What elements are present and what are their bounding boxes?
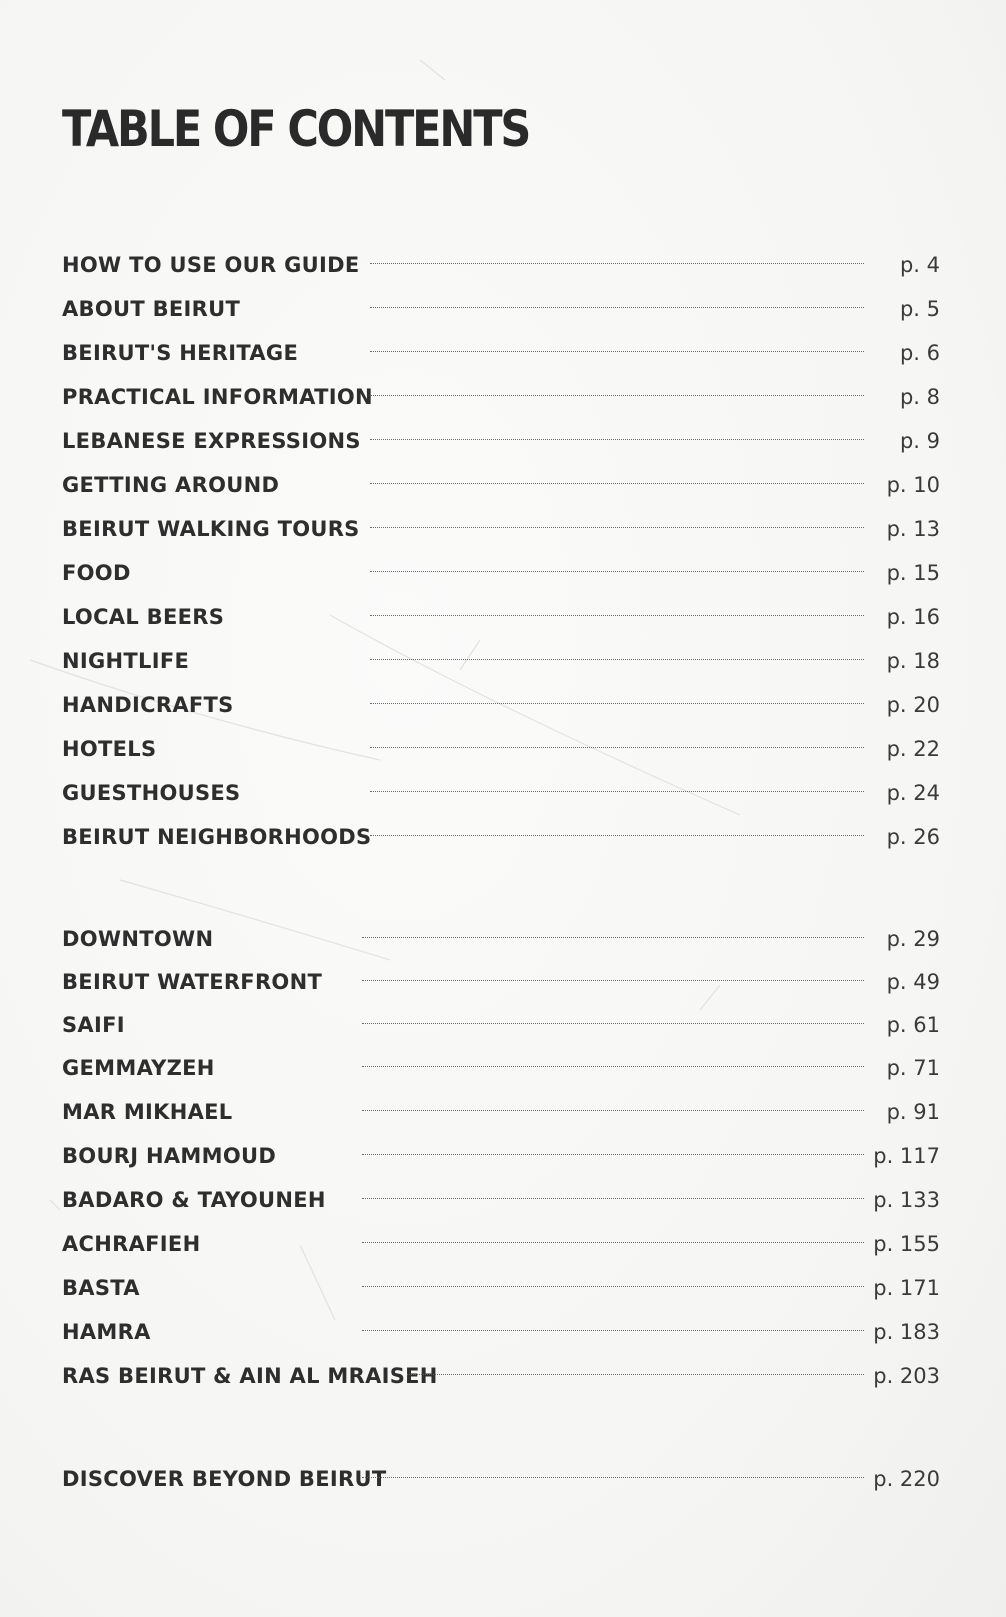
toc-entry-label: DOWNTOWN (62, 927, 214, 951)
toc-entry[interactable] (62, 778, 940, 808)
toc-entry-page: p. 15 (886, 561, 940, 585)
toc-entry-page: p. 220 (873, 1467, 940, 1491)
dot-leader (370, 835, 864, 836)
dot-leader (370, 483, 864, 484)
toc-entry[interactable] (62, 470, 940, 500)
toc-entry[interactable] (62, 690, 940, 720)
dot-leader (362, 1023, 864, 1024)
toc-entry[interactable] (62, 1010, 940, 1040)
toc-entry[interactable] (62, 1053, 940, 1083)
toc-entry-page: p. 117 (873, 1144, 940, 1168)
toc-entry[interactable] (62, 822, 940, 852)
toc-entry-page: p. 26 (886, 825, 940, 849)
toc-entry-page: p. 9 (899, 429, 940, 453)
toc-entry-page: p. 10 (886, 473, 940, 497)
dot-leader (362, 937, 864, 938)
dot-leader (407, 1374, 864, 1375)
toc-entry-page: p. 71 (886, 1056, 940, 1080)
toc-entry-page: p. 29 (886, 927, 940, 951)
toc-entry-label: ABOUT BEIRUT (62, 297, 241, 321)
toc-entry-label: ACHRAFIEH (62, 1232, 201, 1256)
toc-entry[interactable] (62, 1273, 940, 1303)
dot-leader (370, 307, 864, 308)
toc-entry[interactable] (62, 426, 940, 456)
dot-leader (370, 439, 864, 440)
dot-leader (362, 1330, 864, 1331)
toc-entry-label: BASTA (62, 1276, 140, 1300)
dot-leader (370, 263, 864, 264)
toc-entry[interactable] (62, 1229, 940, 1259)
toc-entry-label: SAIFI (62, 1013, 125, 1037)
toc-entry-label: GETTING AROUND (62, 473, 280, 497)
toc-entry[interactable] (62, 602, 940, 632)
toc-entry[interactable] (62, 558, 940, 588)
toc-entry-page: p. 5 (899, 297, 940, 321)
dot-leader (370, 659, 864, 660)
toc-entry[interactable] (62, 1141, 940, 1171)
dot-leader (370, 571, 864, 572)
toc-entry[interactable] (62, 294, 940, 324)
toc-entry-label: LOCAL BEERS (62, 605, 225, 629)
toc-entry-page: p. 18 (886, 649, 940, 673)
dot-leader (362, 1242, 864, 1243)
toc-entry[interactable] (62, 646, 940, 676)
toc-entry-page: p. 49 (886, 970, 940, 994)
toc-entry-page: p. 183 (873, 1320, 940, 1344)
dot-leader (362, 1198, 864, 1199)
toc-entry-label: HANDICRAFTS (62, 693, 234, 717)
toc-entry-page: p. 8 (899, 385, 940, 409)
toc-entry-label: PRACTICAL INFORMATION (62, 385, 373, 409)
dot-leader (362, 980, 864, 981)
toc-entry-label: MAR MIKHAEL (62, 1100, 233, 1124)
toc-entry-label: BEIRUT'S HERITAGE (62, 341, 299, 365)
toc-entry-label: NIGHTLIFE (62, 649, 190, 673)
toc-entry[interactable] (62, 1464, 940, 1494)
toc-entry-label: RAS BEIRUT & AIN AL MRAISEH (62, 1364, 438, 1388)
toc-entry[interactable] (62, 1185, 940, 1215)
toc-entry-page: p. 203 (873, 1364, 940, 1388)
toc-entry-label: HOTELS (62, 737, 157, 761)
toc-entry[interactable] (62, 734, 940, 764)
toc-entry-page: p. 155 (873, 1232, 940, 1256)
toc-entry[interactable] (62, 1361, 940, 1391)
toc-entry-label: GUESTHOUSES (62, 781, 241, 805)
toc-entry-page: p. 16 (886, 605, 940, 629)
toc-entry-page: p. 91 (886, 1100, 940, 1124)
dot-leader (370, 351, 864, 352)
toc-entry-label: BEIRUT WALKING TOURS (62, 517, 360, 541)
dot-leader (370, 747, 864, 748)
dot-leader (370, 791, 864, 792)
toc-entry[interactable] (62, 338, 940, 368)
toc-entry-page: p. 61 (886, 1013, 940, 1037)
toc-entry-label: BOURJ HAMMOUD (62, 1144, 277, 1168)
toc-entry[interactable] (62, 250, 940, 280)
toc-entry[interactable] (62, 382, 940, 412)
toc-entry-label: FOOD (62, 561, 131, 585)
toc-entry-page: p. 24 (886, 781, 940, 805)
toc-entry[interactable] (62, 924, 940, 954)
dot-leader (370, 615, 864, 616)
toc-entry[interactable] (62, 1097, 940, 1127)
dot-leader (370, 395, 864, 396)
toc-entry-page: p. 4 (899, 253, 940, 277)
dot-leader (362, 1154, 864, 1155)
toc-entry-label: BEIRUT WATERFRONT (62, 970, 323, 994)
toc-entry-label: BEIRUT NEIGHBORHOODS (62, 825, 372, 849)
toc-entry-label: GEMMAYZEH (62, 1056, 215, 1080)
toc-entry-label: DISCOVER BEYOND BEIRUT (62, 1467, 387, 1491)
toc-entry-page: p. 171 (873, 1276, 940, 1300)
dot-leader (370, 703, 864, 704)
toc-entry-page: p. 20 (886, 693, 940, 717)
toc-entry-page: p. 133 (873, 1188, 940, 1212)
page-title: TABLE OF CONTENTS (62, 100, 530, 158)
toc-entry-label: HOW TO USE OUR GUIDE (62, 253, 360, 277)
dot-leader (370, 527, 864, 528)
dot-leader (362, 1286, 864, 1287)
toc-entry[interactable] (62, 514, 940, 544)
toc-entry-label: HAMRA (62, 1320, 151, 1344)
toc-entry-label: LEBANESE EXPRESSIONS (62, 429, 361, 453)
toc-entry-page: p. 22 (886, 737, 940, 761)
dot-leader (362, 1477, 864, 1478)
dot-leader (362, 1110, 864, 1111)
dot-leader (362, 1066, 864, 1067)
toc-entry-page: p. 6 (899, 341, 940, 365)
toc-entry[interactable] (62, 1317, 940, 1347)
toc-entry-label: BADARO & TAYOUNEH (62, 1188, 326, 1212)
toc-entry[interactable] (62, 967, 940, 997)
toc-entry-page: p. 13 (886, 517, 940, 541)
